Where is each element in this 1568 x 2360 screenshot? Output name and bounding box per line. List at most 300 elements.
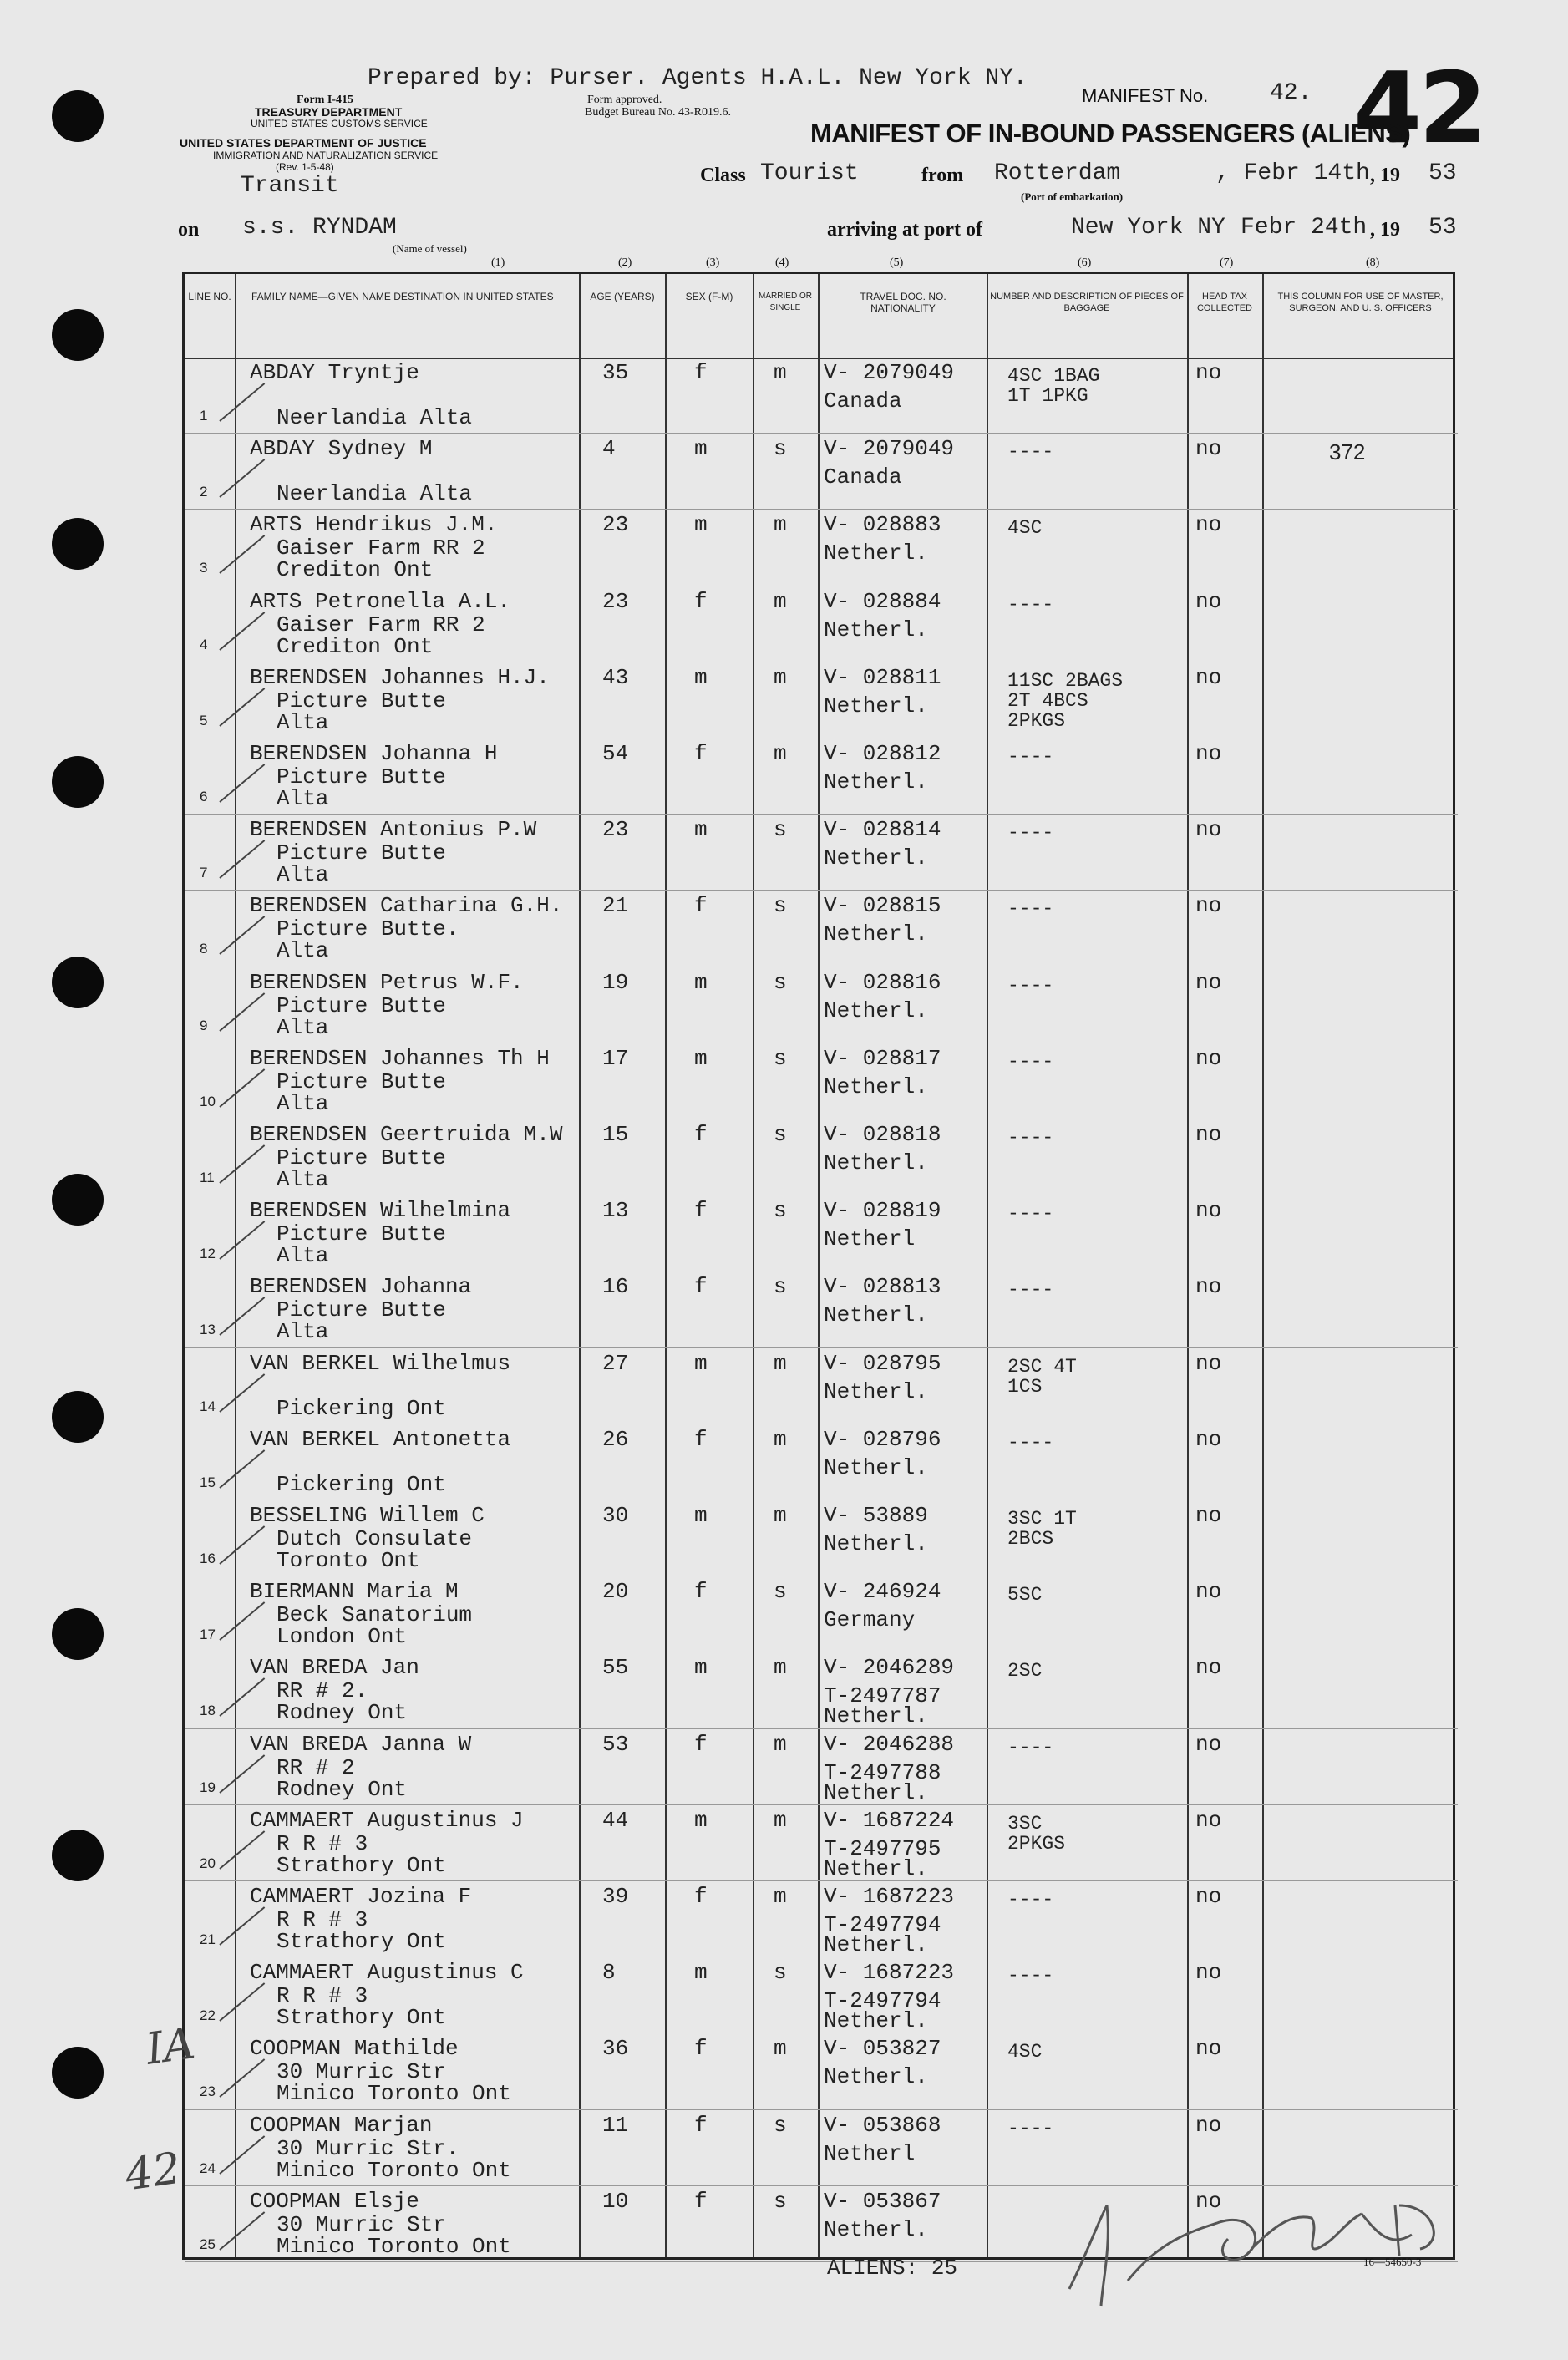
line-number: 4 — [200, 636, 208, 652]
passenger-name: VAN BREDA Janna W — [250, 1731, 472, 1757]
col-line: LINE NO. — [188, 291, 231, 302]
check-mark — [219, 612, 265, 651]
check-mark — [219, 1449, 265, 1489]
line-number: 13 — [200, 1322, 216, 1338]
transit-note: Transit — [241, 173, 339, 199]
marital-status: s — [774, 1045, 787, 1071]
marital-status: m — [774, 1350, 787, 1376]
line-number: 3 — [200, 560, 208, 576]
line-number: 9 — [200, 1017, 208, 1033]
nationality: Canada — [824, 464, 902, 490]
check-mark — [219, 383, 265, 422]
travel-doc: V- 1687224 — [824, 1807, 955, 1833]
destination-line-1: RR # 2 — [277, 1754, 355, 1780]
head-tax: no — [1195, 1960, 1222, 1986]
table-row — [185, 2033, 1458, 2109]
check-mark — [219, 535, 265, 575]
line-number: 8 — [200, 941, 208, 957]
age-value: 11 — [602, 2112, 629, 2138]
baggage-description: ---- — [1007, 974, 1054, 997]
travel-doc: V- 028884 — [824, 588, 941, 614]
passenger-name: BERENDSEN Catharina G.H. — [250, 893, 563, 919]
departure-year: 53 — [1428, 160, 1457, 186]
destination-line-1: R R # 3 — [277, 1830, 368, 1856]
baggage-description: ---- — [1007, 898, 1054, 921]
travel-doc: V- 2079049 — [824, 360, 955, 385]
baggage-description: ---- — [1007, 1279, 1054, 1302]
nationality: T-2497788 Netherl. — [824, 1759, 941, 1805]
travel-doc: V- 028817 — [824, 1045, 941, 1071]
sex-value: f — [694, 1884, 708, 1909]
passenger-name: COOPMAN Marjan — [250, 2112, 433, 2138]
punch-hole — [52, 518, 104, 570]
head-tax: no — [1195, 817, 1222, 843]
head-tax: no — [1195, 893, 1222, 919]
head-tax: no — [1195, 2188, 1222, 2214]
manifest-big-number: 42 — [1353, 50, 1484, 165]
baggage-description: 4SC — [1007, 517, 1043, 540]
age-value: 36 — [602, 2036, 629, 2062]
table-row — [185, 358, 1458, 434]
destination-line-1: R R # 3 — [277, 1907, 368, 1932]
travel-doc: V- 53889 — [824, 1503, 928, 1528]
baggage-description: 5SC — [1007, 1584, 1043, 1606]
destination-line-2: Alta — [277, 1167, 329, 1192]
head-tax: no — [1195, 1503, 1222, 1528]
age-value: 27 — [602, 1350, 629, 1376]
destination-line-2: Minico Toronto Ont — [277, 2157, 511, 2183]
line-number: 20 — [200, 1855, 216, 1871]
destination-line-1: Picture Butte — [277, 992, 446, 1018]
punch-hole — [52, 957, 104, 1008]
col-married: MARRIED OR SINGLE — [759, 292, 812, 312]
marital-status: m — [774, 1655, 787, 1681]
destination-line-2: Toronto Ont — [277, 1548, 420, 1573]
age-value: 30 — [602, 1503, 629, 1528]
line-number: 25 — [200, 2236, 216, 2252]
passenger-name: VAN BERKEL Wilhelmus — [250, 1350, 511, 1376]
check-mark — [219, 2211, 265, 2251]
passenger-name: CAMMAERT Jozina F — [250, 1884, 472, 1909]
colnum-7: (7) — [1220, 256, 1234, 269]
marital-status: s — [774, 1274, 787, 1300]
arrival-date: Febr 24th — [1241, 215, 1368, 241]
nationality: Netherl. — [824, 2064, 928, 2090]
nationality: Netherl. — [824, 769, 928, 794]
check-mark — [219, 1601, 265, 1641]
class-label: Class — [700, 165, 746, 186]
table-row — [185, 1500, 1458, 1576]
sex-value: m — [694, 436, 708, 462]
marital-status: m — [774, 1884, 787, 1909]
nationality: Netherl — [824, 1226, 916, 1252]
travel-doc: V- 028812 — [824, 741, 941, 766]
head-tax: no — [1195, 1122, 1222, 1147]
table-row — [185, 1348, 1458, 1424]
baggage-description: 11SC 2BAGS 2T 4BCS 2PKGS — [1007, 669, 1124, 732]
marital-status: m — [774, 2036, 787, 2062]
col-baggage: NUMBER AND DESCRIPTION OF PIECES OF BAGGAGE — [990, 292, 1184, 313]
colnum-4: (4) — [775, 256, 789, 269]
destination-line-2: Strathory Ont — [277, 1852, 446, 1878]
passenger-name: ARTS Hendrikus J.M. — [250, 512, 498, 538]
colnum-8: (8) — [1366, 256, 1380, 269]
arrival-port: New York NY — [1071, 215, 1225, 241]
budget-bureau: Budget Bureau No. 43-R019.6. — [585, 106, 731, 119]
sex-value: f — [694, 2188, 708, 2214]
head-tax: no — [1195, 1426, 1222, 1452]
arriving-label: arriving at port of — [827, 219, 982, 241]
marital-status: m — [774, 741, 787, 766]
age-value: 23 — [602, 817, 629, 843]
check-mark — [219, 1906, 265, 1946]
travel-doc: V- 2046289 — [824, 1655, 955, 1681]
head-tax: no — [1195, 1807, 1222, 1833]
manifest-title: MANIFEST OF IN-BOUND PASSENGERS (ALIENS) — [810, 119, 1411, 148]
destination-line-2: Minico Toronto Ont — [277, 2233, 511, 2259]
head-tax: no — [1195, 969, 1222, 995]
punch-hole — [52, 1830, 104, 1881]
head-tax: no — [1195, 1045, 1222, 1071]
baggage-description: ---- — [1007, 593, 1054, 616]
head-tax: no — [1195, 2036, 1222, 2062]
ins-label: IMMIGRATION AND NATURALIZATION SERVICE — [213, 150, 439, 161]
nationality: T-2497795 Netherl. — [824, 1835, 941, 1881]
travel-doc: V- 028883 — [824, 512, 941, 538]
sex-value: f — [694, 2036, 708, 2062]
arrival-year: 53 — [1428, 215, 1457, 241]
head-tax: no — [1195, 588, 1222, 614]
destination-line-2: Rodney Ont — [277, 1776, 408, 1802]
marital-status: s — [774, 969, 787, 995]
check-mark — [219, 916, 265, 956]
punch-hole — [52, 309, 104, 361]
destination-line-2: Alta — [277, 1090, 329, 1116]
destination-line-2: Strathory Ont — [277, 1929, 446, 1954]
age-value: 10 — [602, 2188, 629, 2214]
travel-doc: V- 028796 — [824, 1426, 941, 1452]
sex-value: m — [694, 1655, 708, 1681]
age-value: 21 — [602, 893, 629, 919]
line-number: 22 — [200, 2007, 216, 2024]
baggage-description: ---- — [1007, 1889, 1054, 1911]
sex-value: m — [694, 1503, 708, 1528]
travel-doc: V- 2046288 — [824, 1731, 955, 1757]
sex-value: m — [694, 1045, 708, 1071]
age-value: 43 — [602, 664, 629, 690]
table-row — [185, 434, 1458, 510]
manifest-no-value: 42. — [1270, 80, 1312, 106]
head-tax: no — [1195, 1884, 1222, 1909]
check-mark — [219, 688, 265, 727]
line-number: 16 — [200, 1550, 216, 1566]
margin-note: 42 — [122, 2143, 185, 2201]
colnum-5: (5) — [890, 256, 904, 269]
table-row — [185, 738, 1458, 815]
punch-hole — [52, 1174, 104, 1226]
prepared-by: Prepared by: Purser. Agents H.A.L. New York NY. — [368, 65, 1028, 91]
sex-value: f — [694, 588, 708, 614]
head-tax: no — [1195, 1350, 1222, 1376]
from-value: Rotterdam — [994, 160, 1121, 186]
passenger-name: VAN BREDA Jan — [250, 1655, 419, 1681]
baggage-description: 2SC — [1007, 1660, 1043, 1682]
destination-line-2: Alta — [277, 1319, 329, 1345]
form-number: Form I-415 — [297, 94, 354, 106]
sex-value: m — [694, 1807, 708, 1833]
age-value: 13 — [602, 1198, 629, 1224]
check-mark — [219, 1830, 265, 1870]
travel-doc: V- 028815 — [824, 893, 941, 919]
port-note: (Port of embarkation) — [1021, 190, 1124, 203]
marital-status: s — [774, 1122, 787, 1147]
marital-status: m — [774, 512, 787, 538]
age-value: 23 — [602, 588, 629, 614]
passenger-name: BERENDSEN Johannes Th H — [250, 1045, 550, 1071]
table-row — [185, 586, 1458, 662]
passenger-name: BERENDSEN Antonius P.W — [250, 817, 537, 843]
destination-line-1: Picture Butte. — [277, 916, 459, 942]
travel-doc: V- 028818 — [824, 1122, 941, 1147]
destination-line-1: Picture Butte — [277, 1297, 446, 1323]
check-mark — [219, 1144, 265, 1184]
punch-hole — [52, 1391, 104, 1443]
travel-doc: V- 028814 — [824, 817, 941, 843]
nationality: T-2497794 Netherl. — [824, 1912, 941, 1957]
col-name: FAMILY NAME—GIVEN NAME DESTINATION IN UNITED STATES — [251, 291, 554, 302]
table-row — [185, 1424, 1458, 1500]
sex-value: m — [694, 664, 708, 690]
head-tax: no — [1195, 2112, 1222, 2138]
on-label: on — [178, 219, 200, 241]
table-row — [185, 1195, 1458, 1271]
baggage-description: ---- — [1007, 822, 1054, 845]
baggage-description: ---- — [1007, 1203, 1054, 1226]
nationality: Netherl. — [824, 1531, 928, 1556]
line-number: 21 — [200, 1931, 216, 1947]
check-mark — [219, 1221, 265, 1260]
age-value: 4 — [602, 436, 616, 462]
departure-date: , Febr 14th — [1215, 160, 1370, 186]
passenger-table — [182, 272, 1455, 2260]
head-tax: no — [1195, 1274, 1222, 1300]
age-value: 55 — [602, 1655, 629, 1681]
nationality: Netherl. — [824, 997, 928, 1023]
officer-note: 372 — [1329, 439, 1366, 465]
table-row — [185, 662, 1458, 738]
baggage-description: ---- — [1007, 1736, 1054, 1759]
line-number: 24 — [200, 2160, 216, 2176]
baggage-description: 3SC 2PKGS — [1007, 1812, 1066, 1855]
colnum-3: (3) — [706, 256, 720, 269]
head-tax: no — [1195, 1731, 1222, 1757]
table-row — [185, 1881, 1458, 1957]
travel-doc: V- 028813 — [824, 1274, 941, 1300]
col-age: AGE (YEARS) — [590, 291, 655, 302]
form-approved: Form approved. — [587, 94, 662, 106]
punch-hole — [52, 1608, 104, 1660]
destination-line-1: 30 Murric Str — [277, 2059, 446, 2085]
punch-hole — [52, 90, 104, 142]
passenger-name: BERENDSEN Geertruida M.W — [250, 1122, 563, 1147]
destination-line-2: Pickering Ont — [277, 1395, 446, 1421]
baggage-description: ---- — [1007, 441, 1054, 464]
destination-line-1: RR # 2. — [277, 1678, 368, 1704]
marital-status: m — [774, 588, 787, 614]
marital-status: s — [774, 1960, 787, 1986]
line-number: 11 — [200, 1170, 215, 1185]
sex-value: f — [694, 360, 708, 385]
age-value: 17 — [602, 1045, 629, 1071]
line-number: 15 — [200, 1474, 216, 1490]
check-mark — [219, 1297, 265, 1337]
line-number: 5 — [200, 712, 208, 728]
passenger-name: BERENDSEN Wilhelmina — [250, 1198, 511, 1224]
sex-value: f — [694, 1122, 708, 1147]
head-tax: no — [1195, 1655, 1222, 1681]
travel-doc: V- 028819 — [824, 1198, 941, 1224]
baggage-description: ---- — [1007, 2117, 1054, 2139]
travel-doc: V- 1687223 — [824, 1960, 955, 1986]
check-mark — [219, 1982, 265, 2022]
check-mark — [219, 2059, 265, 2099]
destination-line-2: Strathory Ont — [277, 2005, 446, 2031]
passenger-name: COOPMAN Mathilde — [250, 2036, 459, 2062]
age-value: 15 — [602, 1122, 629, 1147]
nationality: Netherl. — [824, 921, 928, 947]
table-row — [185, 1957, 1458, 2033]
nationality: Netherl. — [824, 1454, 928, 1480]
passenger-name: ARTS Petronella A.L. — [250, 588, 511, 614]
check-mark — [219, 764, 265, 803]
baggage-description: ---- — [1007, 1050, 1054, 1073]
age-value: 35 — [602, 360, 629, 385]
marital-status: s — [774, 2188, 787, 2214]
passenger-name: BERENDSEN Petrus W.F. — [250, 969, 524, 995]
line-number: 12 — [200, 1246, 216, 1262]
travel-doc: V- 053867 — [824, 2188, 941, 2214]
marital-status: m — [774, 360, 787, 385]
col-headtax: HEAD TAX COLLECTED — [1196, 292, 1253, 313]
sex-value: f — [694, 1426, 708, 1452]
passenger-name: CAMMAERT Augustinus C — [250, 1960, 524, 1986]
head-tax: no — [1195, 436, 1222, 462]
destination-line-2: Crediton Ont — [277, 557, 434, 583]
nationality: Netherl. — [824, 1073, 928, 1099]
marital-status: s — [774, 436, 787, 462]
table-row — [185, 1805, 1458, 1881]
table-row — [185, 815, 1458, 891]
destination-line-1: Picture Butte — [277, 840, 446, 866]
baggage-description: ---- — [1007, 1965, 1054, 1987]
passenger-name: BERENDSEN Johanna — [250, 1274, 472, 1300]
check-mark — [219, 1373, 265, 1413]
table-row — [185, 967, 1458, 1043]
year-prefix: , 19 — [1370, 165, 1400, 186]
marital-status: m — [774, 1426, 787, 1452]
vessel-note: (Name of vessel) — [393, 242, 467, 255]
destination-line-1: Picture Butte — [277, 1221, 446, 1247]
marital-status: m — [774, 1503, 787, 1528]
marital-status: m — [774, 664, 787, 690]
travel-doc: V- 053868 — [824, 2112, 941, 2138]
vessel-name: s.s. RYNDAM — [242, 215, 397, 241]
baggage-description: ---- — [1007, 746, 1054, 768]
marital-status: m — [774, 1731, 787, 1757]
check-mark — [219, 1678, 265, 1718]
age-value: 19 — [602, 969, 629, 995]
destination-line-1: 30 Murric Str — [277, 2211, 446, 2237]
manifest-no-label: MANIFEST No. — [1082, 85, 1209, 106]
passenger-name: BIERMANN Maria M — [250, 1579, 459, 1605]
destination-line-1: Dutch Consulate — [277, 1526, 473, 1551]
check-mark — [219, 1525, 265, 1565]
line-number: 14 — [200, 1398, 216, 1414]
age-value: 20 — [602, 1579, 629, 1605]
destination-line-2: Crediton Ont — [277, 633, 434, 659]
passenger-name: CAMMAERT Augustinus J — [250, 1807, 524, 1833]
destination-line-2: Alta — [277, 938, 329, 964]
check-mark — [219, 1754, 265, 1794]
marital-status: s — [774, 1579, 787, 1605]
destination-line-2: Alta — [277, 862, 329, 888]
sex-value: f — [694, 2112, 708, 2138]
line-number: 23 — [200, 2083, 216, 2100]
passenger-name: BERENDSEN Johanna H — [250, 741, 498, 766]
marital-status: s — [774, 2112, 787, 2138]
punch-hole — [52, 756, 104, 808]
baggage-description: 2SC 4T 1CS — [1007, 1355, 1077, 1398]
check-mark — [219, 840, 265, 879]
marital-status: m — [774, 1807, 787, 1833]
col-sex: SEX (F-M) — [685, 291, 733, 302]
punch-hole — [52, 2047, 104, 2099]
marital-status: s — [774, 893, 787, 919]
passenger-name: COOPMAN Elsje — [250, 2188, 419, 2214]
justice-label: UNITED STATES DEPARTMENT OF JUSTICE — [180, 136, 427, 150]
line-number: 10 — [200, 1093, 216, 1109]
sex-value: f — [694, 1198, 708, 1224]
destination-line-2: Minico Toronto Ont — [277, 2081, 511, 2107]
check-mark — [219, 2135, 265, 2175]
nationality: T-2497794 Netherl. — [824, 1988, 941, 2034]
head-tax: no — [1195, 512, 1222, 538]
col-officers: THIS COLUMN FOR USE OF MASTER, SURGEON, AND U. S. OFFICERS — [1277, 292, 1444, 313]
marital-status: s — [774, 1198, 787, 1224]
table-row — [185, 1729, 1458, 1805]
head-tax: no — [1195, 664, 1222, 690]
line-number: 19 — [200, 1779, 216, 1795]
age-value: 39 — [602, 1884, 629, 1909]
passenger-name: VAN BERKEL Antonetta — [250, 1426, 511, 1452]
sex-value: f — [694, 1731, 708, 1757]
line-number: 6 — [200, 789, 208, 804]
line-number: 7 — [200, 865, 208, 881]
baggage-description: 4SC 1BAG 1T 1PKG — [1007, 365, 1100, 407]
nationality: Netherl. — [824, 541, 928, 566]
destination-line-2: Rodney Ont — [277, 1700, 408, 1726]
treasury-label: TREASURY DEPARTMENT — [255, 105, 403, 119]
destination-line-2: Alta — [277, 786, 329, 811]
destination-line-2: London Ont — [277, 1624, 408, 1650]
passenger-name: BERENDSEN Johannes H.J. — [250, 664, 550, 690]
nationality: Netherl. — [824, 617, 928, 642]
line-number: 18 — [200, 1703, 216, 1719]
sex-value: m — [694, 969, 708, 995]
nationality: Netherl. — [824, 1378, 928, 1404]
nationality: Netherl. — [824, 2216, 928, 2242]
destination-line-1: Gaiser Farm RR 2 — [277, 612, 485, 637]
